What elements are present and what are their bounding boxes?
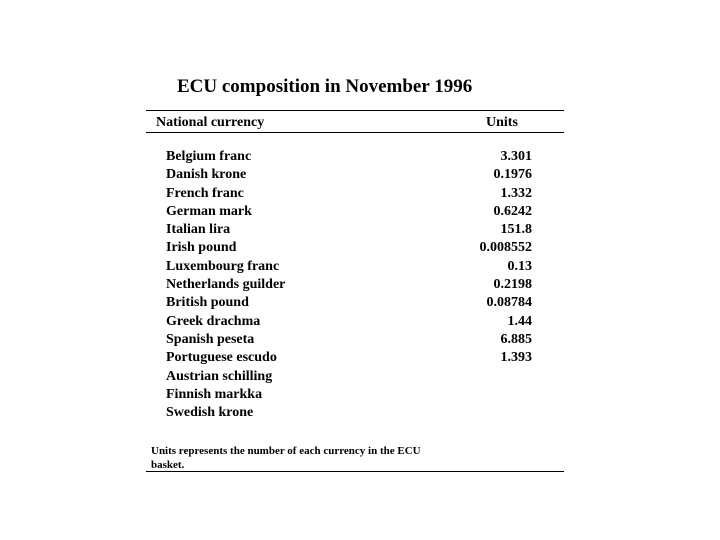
currency-cell: German mark xyxy=(166,203,252,219)
currency-cell: Italian lira xyxy=(166,222,231,238)
table-row xyxy=(146,332,564,350)
units-cell: 0.1976 xyxy=(493,167,532,183)
table-row xyxy=(146,295,564,313)
currency-cell: Irish pound xyxy=(166,240,237,256)
currency-cell: Austrian schilling xyxy=(166,368,273,384)
currency-cell: Belgium franc xyxy=(166,149,252,164)
units-cell: 1.44 xyxy=(507,313,532,329)
units-cell: 0.08784 xyxy=(486,295,532,311)
table-top-rule xyxy=(146,110,564,111)
table-row xyxy=(146,350,564,368)
table-header-rule xyxy=(146,132,564,133)
table-row xyxy=(146,259,564,277)
table-row xyxy=(146,240,564,258)
units-cell: 1.393 xyxy=(500,350,532,366)
table-row xyxy=(146,405,564,423)
table-row xyxy=(146,204,564,222)
currency-cell: Greek drachma xyxy=(166,313,261,329)
ecu-composition-table xyxy=(146,110,564,472)
units-cell: 3.301 xyxy=(500,149,532,164)
units-cell: 1.332 xyxy=(500,185,532,201)
table-row xyxy=(146,186,564,204)
currency-cell: French franc xyxy=(166,185,244,201)
currency-cell: Netherlands guilder xyxy=(166,277,286,293)
table-row xyxy=(146,149,564,167)
table-row xyxy=(146,369,564,387)
column-header-currency: National currency xyxy=(156,115,265,130)
units-cell: 0.2198 xyxy=(493,277,532,293)
currency-cell: Spanish peseta xyxy=(166,331,255,347)
table-row xyxy=(146,222,564,240)
table-row xyxy=(146,314,564,332)
units-cell: 0.6242 xyxy=(493,203,532,219)
table-row xyxy=(146,277,564,295)
table-row xyxy=(146,387,564,405)
currency-cell: Finnish markka xyxy=(166,386,263,402)
table-footnote: Units represents the number of each currency in the ECU basket. xyxy=(151,445,421,471)
currency-cell: Danish krone xyxy=(166,167,247,183)
currency-cell: Luxembourg franc xyxy=(166,258,280,274)
units-cell: 6.885 xyxy=(500,331,532,347)
currency-cell: British pound xyxy=(166,295,249,311)
units-cell: 0.13 xyxy=(507,258,532,274)
currency-cell: Swedish krone xyxy=(166,405,254,421)
page-title: ECU composition in November 1996 xyxy=(177,76,473,97)
table-row xyxy=(146,167,564,185)
units-cell: 0.008552 xyxy=(479,240,532,256)
currency-cell: Portuguese escudo xyxy=(166,350,277,366)
table-body xyxy=(146,149,564,423)
table-bottom-rule xyxy=(146,471,564,472)
units-cell: 151.8 xyxy=(500,222,532,238)
column-header-units: Units xyxy=(486,115,518,130)
